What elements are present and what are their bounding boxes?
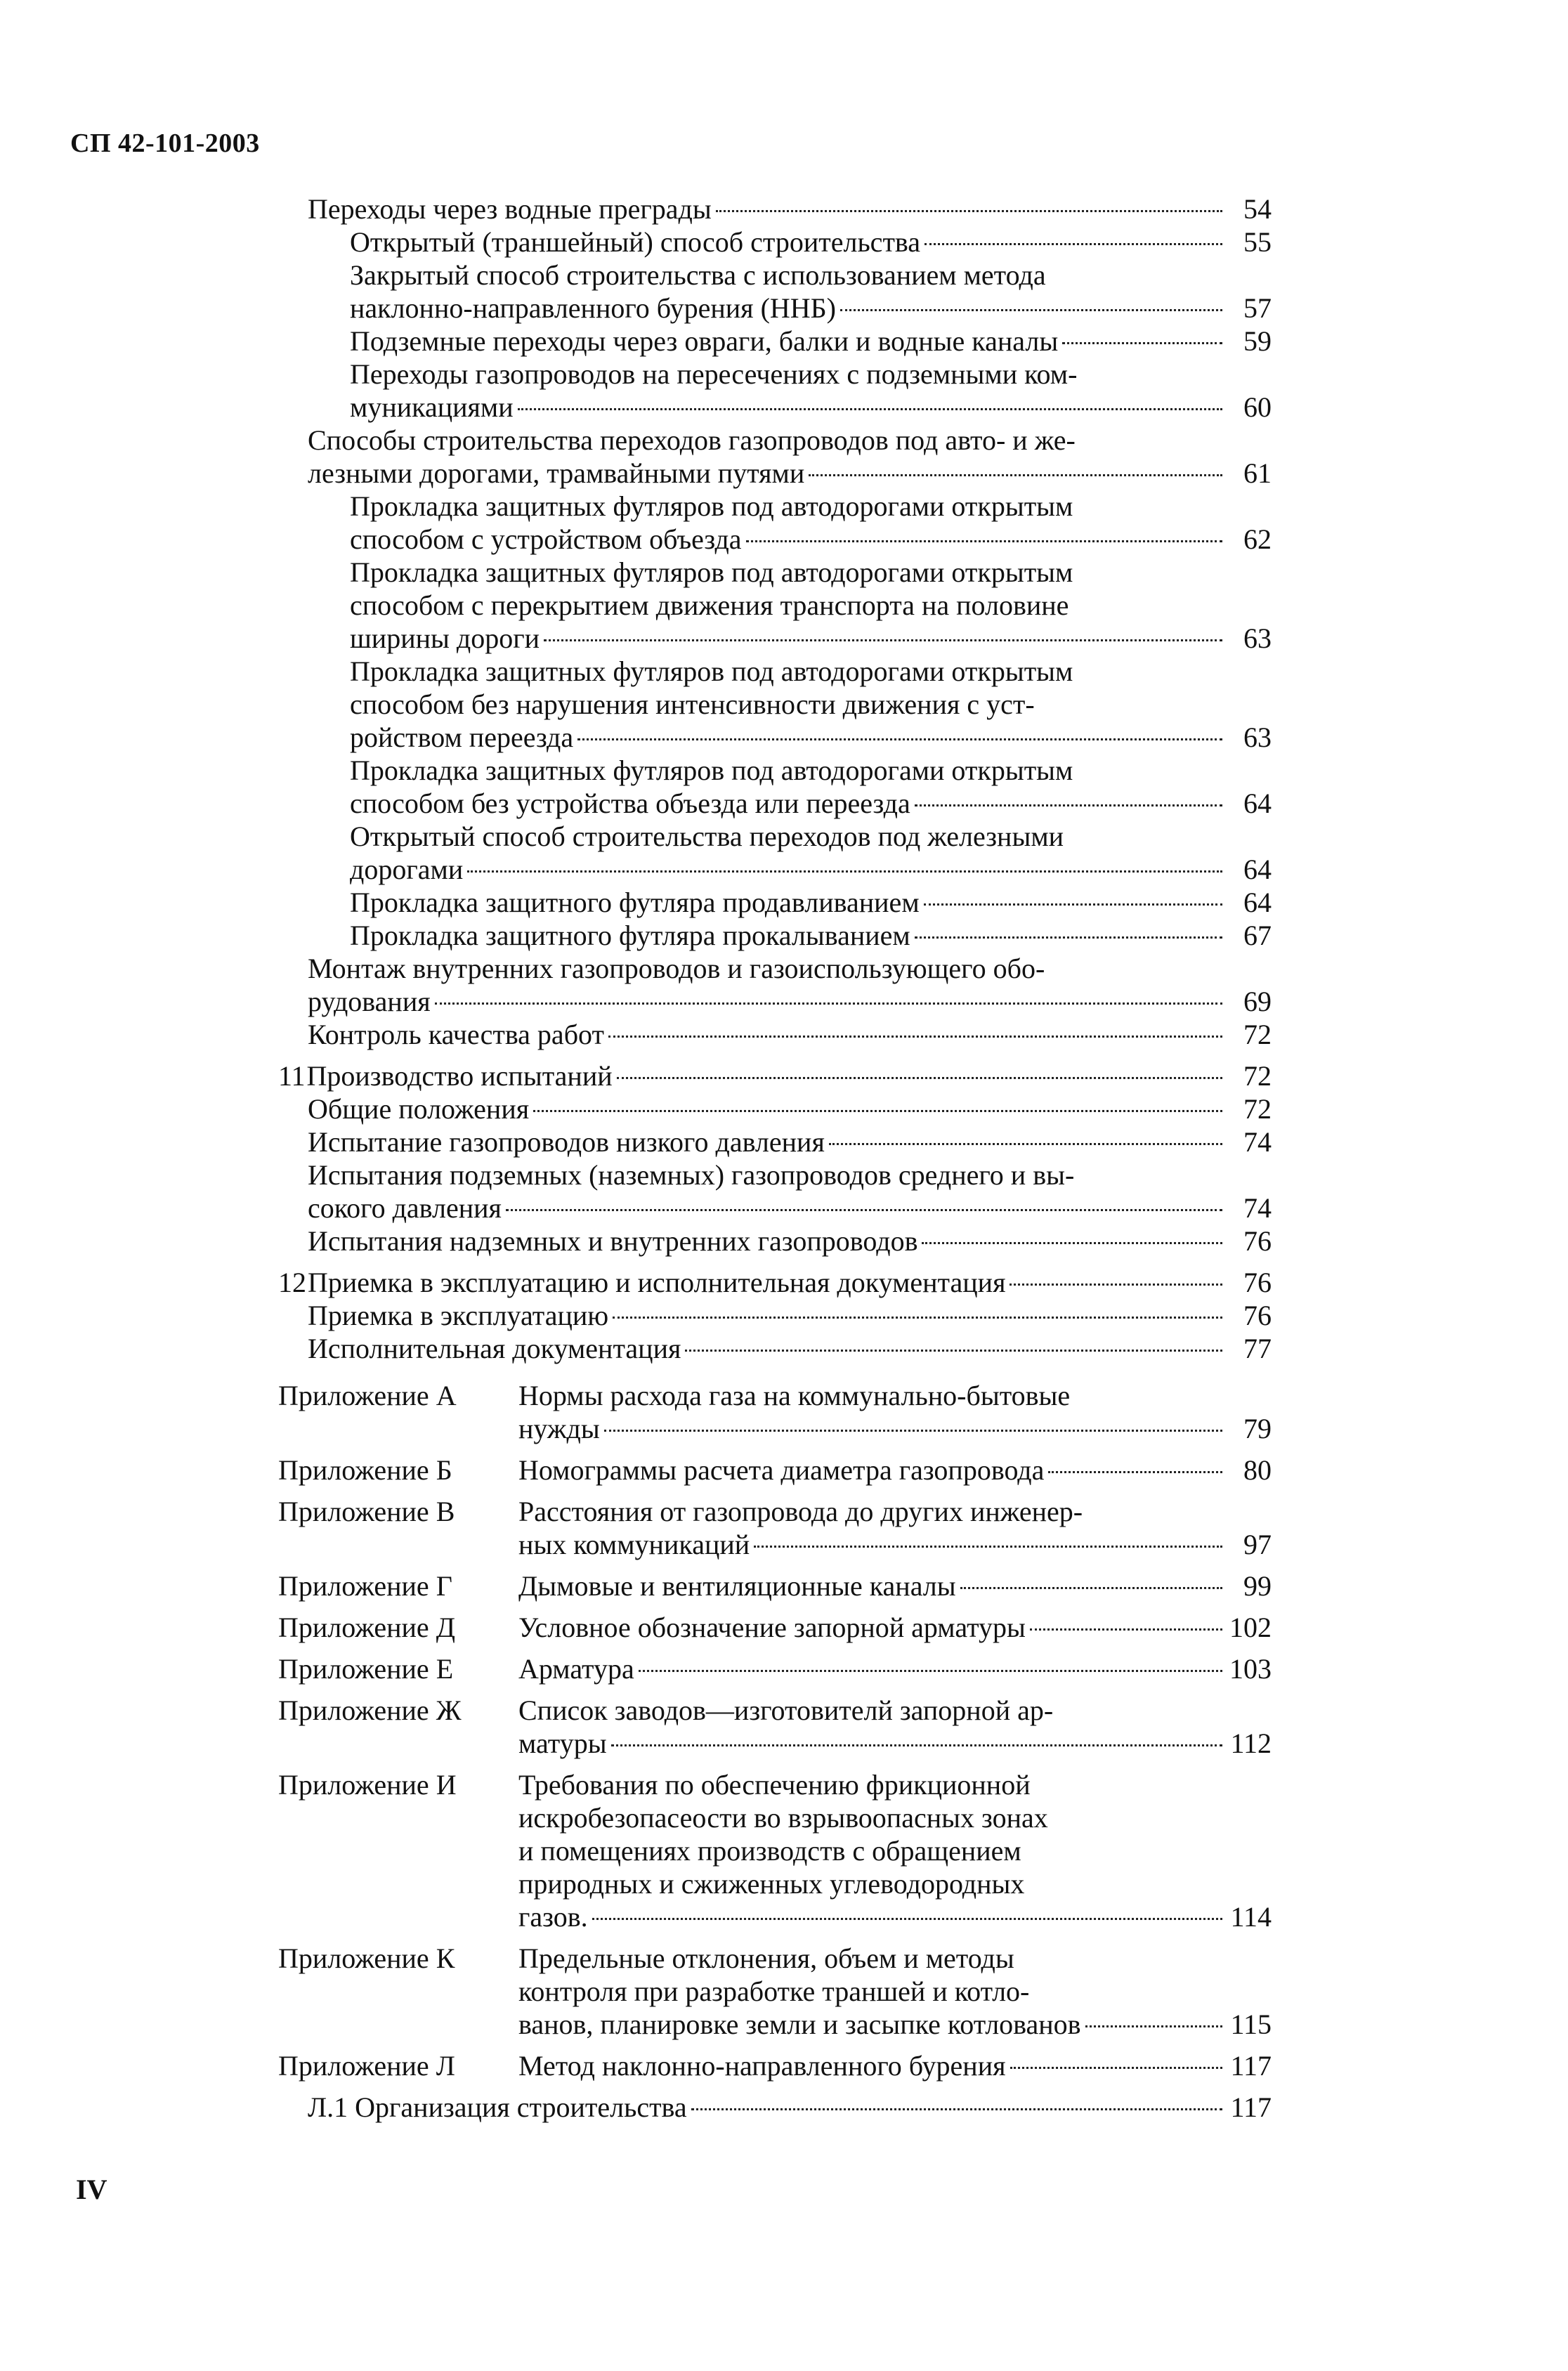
toc-entry-text: Дымовые и вентиляционные каналы bbox=[518, 1570, 956, 1602]
toc-entry-text: способом без устройства объезда или переезда bbox=[350, 788, 910, 819]
toc-entry bbox=[278, 919, 1272, 952]
dot-leader bbox=[577, 738, 1222, 740]
toc-appendix-entry bbox=[278, 2049, 1272, 2082]
appendix-label: Приложение Л bbox=[278, 2050, 455, 2082]
toc-entry bbox=[278, 820, 1272, 886]
appendix-label: Приложение Б bbox=[278, 1454, 452, 1486]
appendix-label: Приложение Ж bbox=[278, 1694, 462, 1726]
toc-entry-text: матуры bbox=[518, 1727, 607, 1759]
toc-page-number: 114 bbox=[1230, 1901, 1272, 1933]
toc-page-number: 63 bbox=[1243, 721, 1272, 753]
toc-page-number: 63 bbox=[1243, 622, 1272, 654]
appendix-label: Приложение Г bbox=[278, 1570, 452, 1602]
dot-leader bbox=[960, 1587, 1222, 1589]
dot-leader bbox=[829, 1143, 1222, 1145]
toc-appendix-entry bbox=[278, 1454, 1272, 1487]
toc-page-number: 102 bbox=[1229, 1612, 1272, 1643]
dot-leader bbox=[746, 540, 1222, 542]
toc-entry-text: Переходы через водные преграды bbox=[308, 193, 712, 225]
toc-entry-text: наклонно-направленного бурения (ННБ) bbox=[350, 292, 836, 324]
dot-leader bbox=[533, 1110, 1222, 1112]
toc-appendix-entry bbox=[278, 1652, 1272, 1685]
appendix-label: Приложение И bbox=[278, 1769, 457, 1801]
dot-leader bbox=[435, 1002, 1222, 1005]
dot-leader bbox=[691, 2108, 1222, 2110]
toc-page-number: 69 bbox=[1243, 986, 1272, 1017]
toc-entry bbox=[278, 192, 1272, 226]
toc-entry-text: контроля при разработке траншей и котло- bbox=[518, 1975, 1030, 2007]
toc-entry-text: Прокладка защитных футляров под автодорогами открытым bbox=[350, 655, 1073, 687]
toc-entry-text: Приемка в эксплуатацию bbox=[308, 1300, 609, 1331]
toc-appendix-entry bbox=[278, 1942, 1272, 2041]
toc-entry-text: ных коммуникаций bbox=[518, 1529, 750, 1560]
toc-entry-text: дорогами bbox=[350, 854, 464, 885]
toc-entry bbox=[278, 1266, 1272, 1299]
toc-entry bbox=[278, 1018, 1272, 1051]
page-number: IV bbox=[76, 2174, 107, 2205]
appendix-label: Приложение Д bbox=[278, 1612, 455, 1643]
toc-entry-text: Л.1 Организация строительства bbox=[308, 2091, 687, 2123]
toc-entry-text: сокого давления bbox=[308, 1192, 502, 1224]
toc-entry-text: Арматура bbox=[518, 1653, 634, 1685]
appendix-label: Приложение В bbox=[278, 1496, 455, 1527]
toc-page-number: 72 bbox=[1243, 1093, 1272, 1125]
dot-leader bbox=[922, 1242, 1222, 1244]
dot-leader bbox=[1048, 1471, 1222, 1473]
dot-leader bbox=[925, 243, 1222, 245]
toc-appendix-entry bbox=[278, 1495, 1272, 1561]
toc-entry-text: искробезопасеости во взрывоопасных зонах bbox=[518, 1802, 1048, 1834]
toc-page-number: 80 bbox=[1243, 1454, 1272, 1486]
toc-entry bbox=[278, 1125, 1272, 1158]
dot-leader bbox=[544, 639, 1222, 641]
dot-leader bbox=[1010, 1284, 1222, 1286]
toc-entry-text: лезными дорогами, трамвайными путями bbox=[308, 457, 805, 489]
dot-leader bbox=[716, 210, 1222, 212]
appendix-label: Приложение Е bbox=[278, 1653, 454, 1685]
toc-entry-text: Открытый (траншейный) способ строительства bbox=[350, 226, 921, 258]
toc-page-number: 59 bbox=[1243, 325, 1272, 357]
toc-entry-text: ройством переезда bbox=[350, 721, 574, 753]
dot-leader bbox=[467, 870, 1222, 873]
dot-leader bbox=[1085, 2025, 1222, 2027]
toc-page-number: 79 bbox=[1243, 1413, 1272, 1444]
toc-entry-text: Открытый способ строительства переходов под железными bbox=[350, 821, 1064, 852]
toc-entry-text: Приемка в эксплуатацию и исполнительная документация bbox=[308, 1267, 1006, 1298]
toc-entry bbox=[278, 1158, 1272, 1224]
toc-entry bbox=[278, 1332, 1272, 1365]
dot-leader bbox=[613, 1317, 1222, 1319]
toc-entry-text: Закрытый способ строительства с использованием метода bbox=[350, 259, 1046, 291]
toc-entry-text: Список заводов—изготовителй запорной ар- bbox=[518, 1694, 1054, 1726]
toc-entry-text: Нормы расхода газа на коммунально-бытовые bbox=[518, 1380, 1071, 1411]
dot-leader bbox=[754, 1546, 1222, 1548]
toc-page-number: 74 bbox=[1243, 1126, 1272, 1158]
toc-entry-text: Монтаж внутренних газопроводов и газоиспользующего обо- bbox=[308, 953, 1045, 984]
toc-entry-text: муникациями bbox=[350, 391, 514, 423]
document-code-header: СП 42-101-2003 bbox=[70, 129, 260, 158]
appendix-label: Приложение А bbox=[278, 1380, 457, 1411]
toc-page-number: 99 bbox=[1243, 1570, 1272, 1602]
toc-page-number: 117 bbox=[1230, 2091, 1272, 2123]
toc-page-number: 97 bbox=[1243, 1529, 1272, 1560]
toc-page-number: 60 bbox=[1243, 391, 1272, 423]
toc-entry-text: рудования bbox=[308, 986, 431, 1017]
toc-entry-text: Испытания подземных (наземных) газопроводов среднего и вы- bbox=[308, 1159, 1075, 1191]
dot-leader bbox=[685, 1350, 1222, 1352]
toc-entry-text: Подземные переходы через овраги, балки и водные каналы bbox=[350, 325, 1059, 357]
toc-entry bbox=[278, 490, 1272, 556]
toc-page-number: 72 bbox=[1243, 1019, 1272, 1050]
toc-entry-text: и помещениях производств с обращением bbox=[518, 1835, 1021, 1867]
toc-entry bbox=[278, 259, 1272, 325]
toc-page-number: 112 bbox=[1230, 1727, 1272, 1759]
dot-leader bbox=[617, 1077, 1222, 1079]
toc-page-number: 64 bbox=[1243, 854, 1272, 885]
toc-entry-text: ванов, планировке земли и засыпке котлованов bbox=[518, 2009, 1081, 2040]
dot-leader bbox=[809, 474, 1222, 476]
toc-page-number: 61 bbox=[1243, 457, 1272, 489]
toc-entry-text: Расстояния от газопровода до других инженер- bbox=[518, 1496, 1083, 1527]
toc-entry-text: Прокладка защитных футляров под автодорогами открытым bbox=[350, 490, 1073, 522]
toc-page-number: 67 bbox=[1243, 920, 1272, 951]
toc-page-number: 72 bbox=[1243, 1060, 1272, 1092]
toc-page-number: 76 bbox=[1243, 1267, 1272, 1298]
dot-leader bbox=[915, 936, 1222, 939]
dot-leader bbox=[1030, 1628, 1222, 1631]
toc-entry-text: Условное обозначение запорной арматуры bbox=[518, 1612, 1026, 1643]
toc-appendix-entry bbox=[278, 1768, 1272, 1933]
toc-entry-text: Прокладка защитных футляров под автодорогами открытым bbox=[350, 755, 1073, 786]
dot-leader bbox=[608, 1036, 1222, 1038]
toc-entry bbox=[278, 226, 1272, 259]
dot-leader bbox=[639, 1670, 1222, 1672]
toc-entry bbox=[278, 2091, 1272, 2124]
toc-entry-text: способом с устройством объезда bbox=[350, 523, 742, 555]
dot-leader bbox=[924, 903, 1222, 906]
toc-page-number: 76 bbox=[1243, 1225, 1272, 1257]
toc-page-number: 103 bbox=[1229, 1653, 1272, 1685]
appendix-label: Приложение К bbox=[278, 1942, 455, 1974]
toc-entry bbox=[278, 952, 1272, 1018]
toc-page-number: 64 bbox=[1243, 887, 1272, 918]
toc-entry-text: Исполнительная документация bbox=[308, 1333, 681, 1364]
toc-entry-text: Прокладка защитного футляра продавливанием bbox=[350, 887, 920, 918]
dot-leader bbox=[1010, 2067, 1222, 2069]
toc-page-number: 64 bbox=[1243, 788, 1272, 819]
dot-leader bbox=[592, 1918, 1222, 1920]
toc-entry-text: Способы строительства переходов газопроводов под авто- и же- bbox=[308, 424, 1076, 456]
toc-page-number: 57 bbox=[1243, 292, 1272, 324]
toc-entry-text: газов. bbox=[518, 1901, 588, 1933]
toc-appendix-entry bbox=[278, 1569, 1272, 1602]
toc-entry bbox=[278, 886, 1272, 919]
toc-entry-text: природных и сжиженных углеводородных bbox=[518, 1868, 1025, 1900]
section-number: 12 bbox=[278, 1267, 306, 1298]
dot-leader bbox=[840, 309, 1222, 311]
toc-entry bbox=[278, 1299, 1272, 1332]
toc-page-number: 55 bbox=[1243, 226, 1272, 258]
toc-entry-text: Испытания надземных и внутренних газопроводов bbox=[308, 1225, 918, 1257]
toc-appendix-entry bbox=[278, 1611, 1272, 1644]
toc-entry-text: Переходы газопроводов на пересечениях с подземными ком- bbox=[350, 358, 1078, 390]
toc-entry-text: Общие положения bbox=[308, 1093, 530, 1125]
toc-page-number: 54 bbox=[1243, 193, 1272, 225]
toc-entry-text: Прокладка защитных футляров под автодорогами открытым bbox=[350, 556, 1073, 588]
toc-entry-text: способом без нарушения интенсивности движения с уст- bbox=[350, 688, 1035, 720]
toc-appendix-entry bbox=[278, 1379, 1272, 1445]
toc-page-number: 76 bbox=[1243, 1300, 1272, 1331]
toc-entry-text: Контроль качества работ bbox=[308, 1019, 604, 1050]
toc-entry-text: Требования по обеспечению фрикционной bbox=[518, 1769, 1031, 1801]
toc-entry-text: Прокладка защитного футляра прокалыванием bbox=[350, 920, 910, 951]
dot-leader bbox=[915, 804, 1222, 806]
toc-entry bbox=[278, 424, 1272, 490]
toc-entry-text: Производство испытаний bbox=[306, 1060, 613, 1092]
toc-entry-text: Метод наклонно-направленного бурения bbox=[518, 2050, 1006, 2082]
toc-page-number: 115 bbox=[1230, 2009, 1272, 2040]
toc-entry-text: ширины дороги bbox=[350, 622, 540, 654]
dot-leader bbox=[611, 1744, 1222, 1746]
toc-entry-text: Предельные отклонения, объем и методы bbox=[518, 1942, 1014, 1974]
toc-appendix-entry bbox=[278, 1694, 1272, 1760]
dot-leader bbox=[506, 1209, 1222, 1211]
toc-entry bbox=[278, 655, 1272, 754]
toc-entry bbox=[278, 358, 1272, 424]
toc-entry bbox=[278, 1224, 1272, 1258]
toc-page-number: 62 bbox=[1243, 523, 1272, 555]
toc-entry bbox=[278, 1092, 1272, 1125]
toc-entry-text: нужды bbox=[518, 1413, 600, 1444]
toc-entry bbox=[278, 325, 1272, 358]
toc-entry bbox=[278, 754, 1272, 820]
toc-page-number: 74 bbox=[1243, 1192, 1272, 1224]
toc-entry bbox=[278, 1059, 1272, 1092]
toc-page-number: 117 bbox=[1230, 2050, 1272, 2082]
toc-entry-text: способом с перекрытием движения транспорта на половине bbox=[350, 589, 1069, 621]
toc-page-number: 77 bbox=[1243, 1333, 1272, 1364]
section-number: 11 bbox=[278, 1060, 306, 1092]
dot-leader bbox=[518, 408, 1222, 410]
toc-entry-text: Номограммы расчета диаметра газопровода bbox=[518, 1454, 1045, 1486]
dot-leader bbox=[1062, 342, 1222, 344]
toc-entry-text: Испытание газопроводов низкого давления bbox=[308, 1126, 825, 1158]
dot-leader bbox=[604, 1430, 1222, 1432]
table-of-contents bbox=[278, 192, 1272, 2124]
toc-entry bbox=[278, 556, 1272, 655]
